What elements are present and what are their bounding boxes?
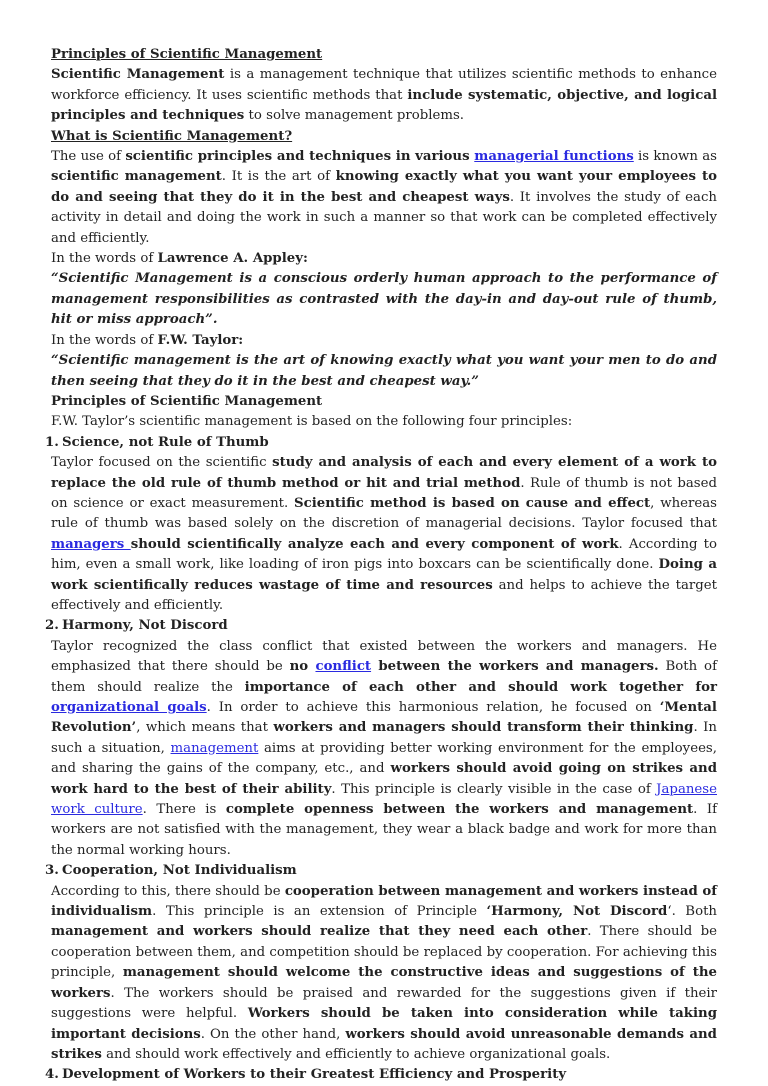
- p2-bold: importance of each other and should work together for: [244, 679, 717, 695]
- p3-bold: ‘Harmony, Not Discord: [486, 904, 668, 920]
- p2-text: Both of them should realize the: [51, 659, 717, 695]
- list-number: 3.: [45, 863, 59, 879]
- p2-text: , which means that: [136, 720, 274, 736]
- list-number: 2.: [45, 618, 59, 634]
- title-text: Principles of Scientific Management: [51, 47, 323, 62]
- list-number: 1.: [45, 434, 59, 450]
- appley-intro: [51, 249, 717, 269]
- taylor-lead: In the words of: [51, 332, 158, 348]
- managers-link[interactable]: managers: [51, 536, 131, 552]
- appley-quote: [51, 269, 717, 330]
- principles-heading: [51, 392, 717, 412]
- taylor-name: F.W. Taylor:: [157, 332, 244, 348]
- p1-text: , whereas rule of thumb was based solely on the discretion of managerial decisions. Taylor focused that: [51, 495, 717, 532]
- def-bold: scientific principles and techniques in various: [125, 149, 475, 165]
- intro-term: Scientific Management: [51, 67, 225, 83]
- p2-bold: workers and managers should transform their thinking: [273, 720, 694, 736]
- p2-text: . This principle is clearly visible in the case of: [331, 781, 657, 797]
- intro-bold: include systematic, objective, and logical principles and techniques: [51, 87, 717, 124]
- p1-text: and helps to achieve the target effectively and efficiently.: [51, 577, 717, 613]
- intro-paragraph: [51, 65, 717, 126]
- p2-text: Taylor recognized the class conflict that existed between the workers and managers. He emphasized that there should be: [51, 638, 717, 675]
- p3-bold: management should welcome the constructive ideas and suggestions of the workers: [51, 965, 717, 1001]
- p1-bold: Scientific method is based on cause and effect: [294, 495, 651, 511]
- principle-3-title: Cooperation, Not Individualism: [62, 863, 297, 879]
- document-title: [51, 45, 717, 65]
- conflict-link[interactable]: conflict: [315, 659, 372, 675]
- p2-text: . There is: [142, 802, 226, 818]
- taylor-quote: [51, 351, 717, 392]
- p3-text: ‘. Both: [667, 904, 717, 920]
- p3-text: . This principle is an extension of Principle: [152, 904, 487, 920]
- p2-bold: between the workers and managers.: [371, 659, 659, 675]
- p1-bold: Doing a work scientifically reduces wastage of time and resources: [51, 557, 717, 593]
- japanese-work-culture-link[interactable]: Japanese work culture: [51, 781, 717, 818]
- intro-text-end: to solve management problems.: [244, 108, 464, 124]
- principle-1-title: Science, not Rule of Thumb: [62, 434, 269, 450]
- p2-text: . If workers are not satisfied with the management, they wear a black badge and work for more than the normal working hours.: [51, 802, 717, 858]
- def-bold: scientific management: [51, 169, 222, 185]
- principles-heading-text: Principles of Scientific Management: [51, 393, 323, 409]
- def-bold: knowing exactly what you want your employees to do and seeing that they do it in the best and cheapest ways: [51, 169, 717, 205]
- principle-1-heading: [45, 433, 717, 453]
- list-number: 4.: [45, 1067, 59, 1083]
- p3-bold: management and workers should realize that they need each other: [51, 924, 588, 940]
- p3-text: . The workers should be praised and rewarded for the suggestions given if their suggestions were helpful.: [51, 985, 717, 1022]
- p1-text: . According to him, even a small work, like loading of iron pigs into boxcars can be scientifically done.: [51, 536, 717, 573]
- appley-name: Lawrence A. Appley:: [157, 251, 308, 267]
- taylor-quote-text: “Scientific management is the art of knowing exactly what you want your men to do and then seeing that they do it in the best and cheapest way.”: [51, 353, 717, 389]
- principle-1-body: [51, 453, 717, 616]
- p2-bold: complete openness between the workers and management: [225, 802, 694, 818]
- p3-text: . There should be cooperation between them, and competition should be replaced by cooperation. For achieving this principle,: [51, 924, 717, 981]
- p2-bold: no: [289, 659, 316, 675]
- p2-text: aims at providing better working environment for the employees, and sharing the gains of the company, etc., and: [51, 740, 717, 777]
- def-text: . It involves the study of each activity in detail and doing the work in such a manner so that work can be completed effectively and efficiently.: [51, 189, 717, 246]
- p2-bold: workers should avoid going on strikes and work hard to the best of their ability: [51, 761, 717, 797]
- def-text: is known as: [633, 149, 717, 165]
- principle-3-heading: [45, 861, 717, 881]
- p2-text: . In order to achieve this harmonious relation, he focused on: [206, 700, 660, 715]
- p3-bold: cooperation between management and workers instead of individualism: [51, 883, 717, 920]
- def-text: The use of: [51, 149, 126, 165]
- principle-4-heading: [45, 1065, 717, 1085]
- principles-intro: [51, 412, 717, 432]
- def-text: . It is the art of: [221, 169, 336, 185]
- appley-lead: In the words of: [51, 251, 158, 267]
- principle-3-body: [51, 882, 717, 1066]
- definition-paragraph: [51, 147, 717, 249]
- principle-2-heading: [45, 616, 717, 636]
- principle-2-body: [51, 637, 717, 861]
- what-heading: [51, 127, 717, 147]
- what-heading-text: What is Scientific Management?: [51, 128, 293, 144]
- p3-text: and should work effectively and efficiently to achieve organizational goals.: [101, 1046, 611, 1062]
- organizational-goals-link[interactable]: organizational goals: [51, 700, 207, 715]
- p1-text: . Rule of thumb is not based on science or exact measurement.: [51, 475, 717, 511]
- p3-text: According to this, there should be: [51, 883, 285, 899]
- principles-intro-text: F.W. Taylor’s scientific management is based on the following four principles:: [51, 414, 573, 430]
- managerial-functions-link[interactable]: managerial functions: [474, 149, 634, 165]
- p1-bold: study and analysis of each and every element of a work to replace the old rule of thumb method or hit and trial method: [51, 455, 718, 491]
- management-link[interactable]: management: [170, 740, 259, 756]
- principle-4-title: Development of Workers to their Greatest Efficiency and Prosperity: [62, 1067, 567, 1083]
- p2-bold: ‘Mental Revolution’: [51, 700, 717, 736]
- p2-text: . In such a situation,: [51, 720, 717, 756]
- appley-quote-text: “Scientific Management is a conscious orderly human approach to the performance of management responsibilities as contrasted with the day-in and day-out rule of thumb, hit or miss approach”.: [51, 271, 717, 328]
- p3-bold: Workers should be taken into consideration while taking important decisions: [51, 1006, 717, 1042]
- p1-bold: should scientifically analyze each and every component of work: [130, 536, 619, 552]
- intro-text: is a management technique that utilizes scientific methods to enhance workforce efficiency. It uses scientific methods that: [51, 67, 717, 103]
- p3-bold: workers should avoid unreasonable demands and strikes: [51, 1026, 717, 1062]
- taylor-intro: [51, 331, 717, 351]
- principle-2-title: Harmony, Not Discord: [62, 618, 228, 634]
- p1-text: Taylor focused on the scientific: [51, 455, 273, 471]
- p3-text: . On the other hand,: [200, 1026, 346, 1042]
